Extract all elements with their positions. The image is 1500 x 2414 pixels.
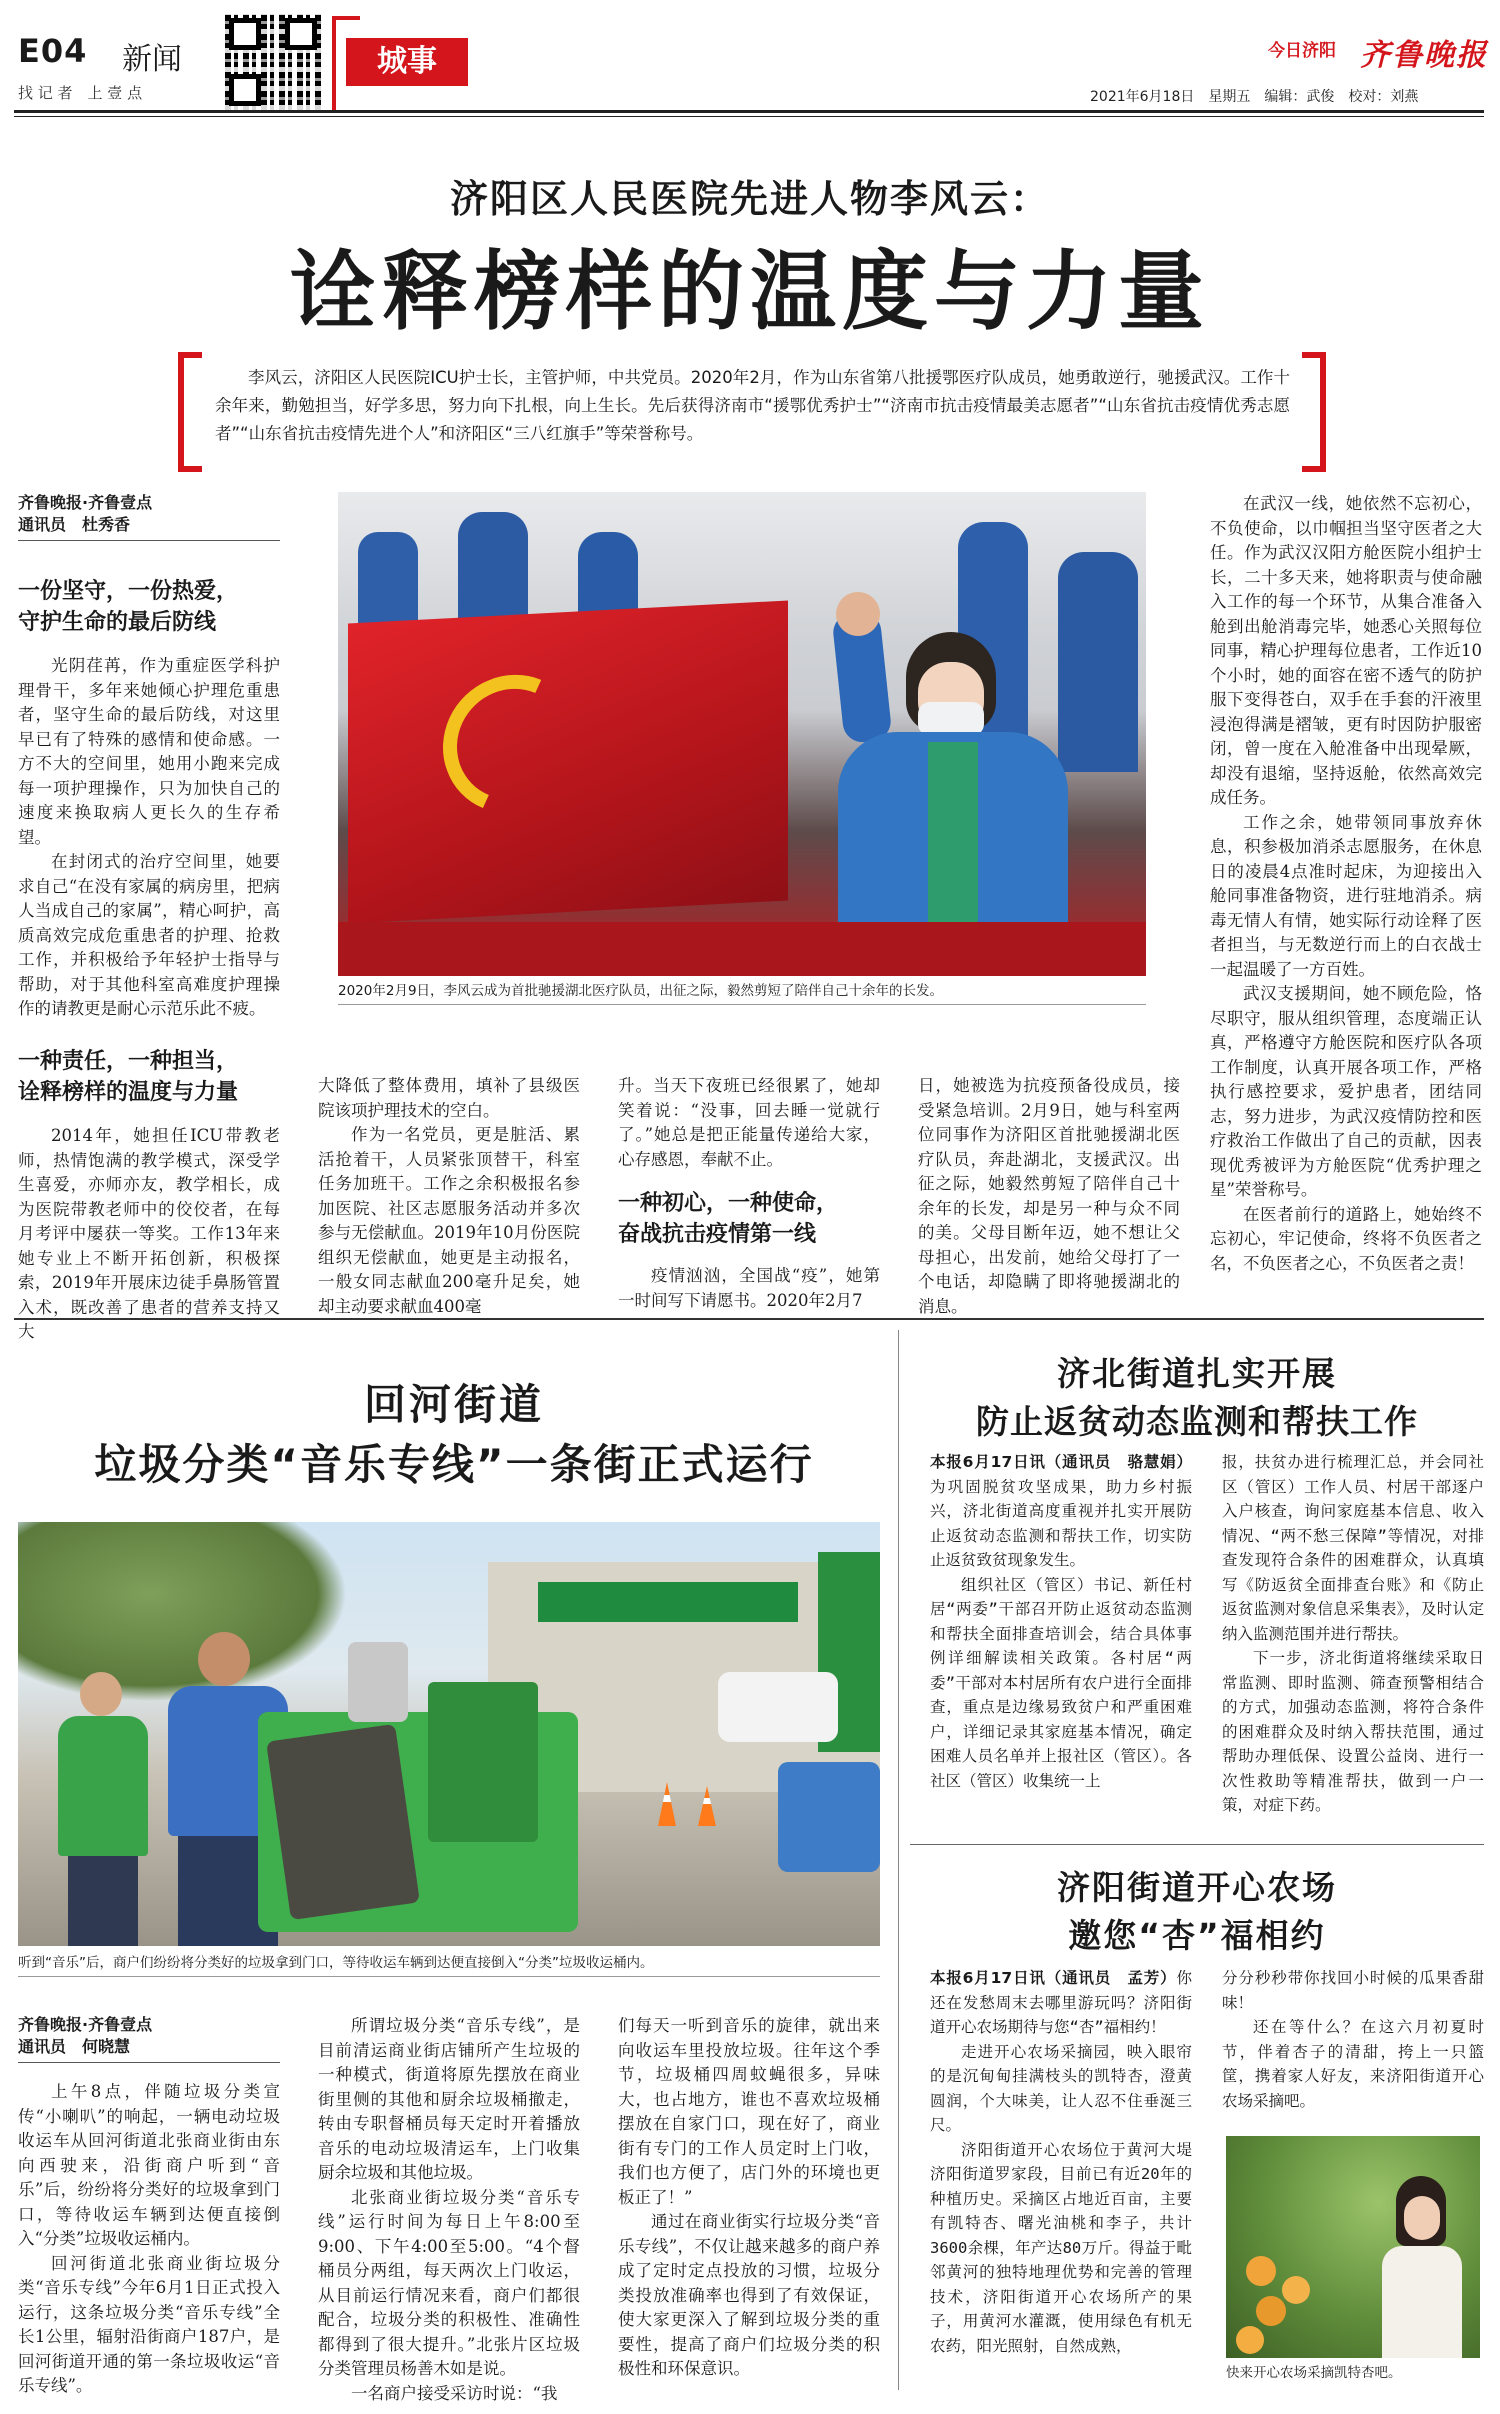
paragraph: 武汉支援期间，她不顾危险，恪尽职守，服从组织管理，态度端正认真，严格遵守方舱医院和医疗队各项工作制度，认真开展各项工作，严格执行感控要求，爱护患者，团结同志，努力进步，为武汉疫情防控和医疗救治工作做出了自己的贡献，因表现优秀被评为方舱医院“优秀护理之星”荣誉称号。 — [1210, 984, 1482, 1199]
story1-col-c — [618, 1074, 880, 1172]
story4-lead: 本报6月17日讯（通讯员 孟芳） — [930, 1969, 1177, 1987]
hammer-sickle-icon — [424, 653, 601, 834]
story3-lead: 本报6月17日讯（通讯员 骆慧娟） — [930, 1453, 1192, 1471]
story4-headline-1: 济阳街道开心农场 — [1057, 1868, 1337, 1907]
paragraph — [930, 1966, 1192, 2040]
story3-headline-2: 防止返贫动态监测和帮扶工作 — [976, 1402, 1418, 1441]
paragraph: 通过在商业街实行垃圾分类“音乐专线”，不仅让越来越多的商户养成了定时定点投放的习惯，垃圾分类投放准确率也得到了有效保证，使大家更深入了解到垃圾分类的重要性，提高了商户们垃圾分类的积极性和环保意识。 — [618, 2212, 880, 2378]
story3-headline-1: 济北街道扎实开展 — [1057, 1354, 1337, 1393]
paragraph: 一名商户接受采访时说：“我 — [351, 2383, 558, 2403]
paragraph: 们每天一听到音乐的旋律，就出来向收运车里投放垃圾。往年这个季节，垃圾桶四周蚊蝇很多，异味大，也占地方，谁也不喜欢垃圾桶摆放在自家门口，现在好了，商业街有专门的工作人员定时上门收，我们也方便了，店门外的环境也更板正了！” — [618, 2016, 880, 2207]
paragraph: 在医者前行的道路上，她始终不忘初心，牢记使命，终将不负医者之名，不负医者之心，不负医者之责！ — [1210, 1204, 1482, 1273]
paragraph: 组织社区（管区）书记、新任村居“两委”干部召开防止返贫动态监测和帮扶全面排查培训会，结合具体事例详细解读相关政策。各村居“两委”干部对本村居所有农户进行全面排查，重点是边缘易致贫户和严重困难户，详细记录其家庭基本情况，确定困难人员名单并上报社区（管区）。各社区（管区）收集统一上 — [930, 1575, 1192, 1790]
story1-photo — [338, 492, 1146, 976]
paragraph: 大降低了整体费用，填补了县级医院该项护理技术的空白。 — [318, 1076, 580, 1120]
section-divider — [14, 1318, 1484, 1320]
story2-byline-2: 通讯员 何晓慧 — [18, 2037, 131, 2056]
caption-rule — [338, 1004, 1146, 1005]
story3-col-b — [1222, 1450, 1484, 1818]
paragraph: 升。当天下夜班已经很累了，她却笑着说：“没事，回去睡一觉就行了。”她总是把正能量传递给大家，心存感恩，奉献不止。 — [618, 1076, 880, 1169]
date-line: 2021年6月18日 星期五 编辑：武俊 校对：刘燕 — [1090, 89, 1419, 105]
paragraph: 所谓垃圾分类“音乐专线”，是目前清运商业街店铺所产生垃圾的一种模式，街道将原先摆放在商业街里侧的其他和厨余垃圾桶撤走，转由专职督桶员每天定时开着播放音乐的电动垃圾清运车，上门收集厨余垃圾和其他垃圾。 — [318, 2016, 580, 2182]
story4-lead-text: 你还在发愁周末去哪里游玩吗？济阳街道开心农场期待与您“杏”福相约！ — [930, 1969, 1192, 2036]
story1-headline: 诠释榜样的温度与力量 — [290, 242, 1210, 342]
story4-col-a — [930, 1966, 1192, 2358]
story3-col-a — [930, 1450, 1192, 1793]
story1-byline-2: 通讯员 杜秀香 — [18, 515, 131, 534]
story1-kicker: 济阳区人民医院先进人物李风云： — [449, 177, 1050, 221]
paragraph: 上午8点，伴随垃圾分类宣传“小喇叭”的响起，一辆电动垃圾收运车从回河街道北张商业街由东向西驶来，沿街商户听到“音乐”后，纷纷将分类好的垃圾拿到门口，等待收运车辆到达便直接倒入“分类”垃圾收运桶内。 — [18, 2082, 280, 2248]
story2-headline-1: 回河街道 — [363, 1380, 544, 1429]
story2-photo — [18, 1522, 880, 1946]
story4-photo — [1226, 2136, 1480, 2358]
story1-col-b — [318, 1074, 580, 1319]
paragraph: 济阳街道开心农场位于黄河大堤济阳街道罗家段，目前已有近20年的种植历史。采摘区占地近百亩，主要有凯特杏、曙光油桃和李子，共计3600余棵，年产达80万斤。得益于毗邻黄河的独特地理优势和完善的管理技术，济阳街道开心农场所产的果子，用黄河水灌溉，使用绿色有机无农药，阳光照射，自然成熟， — [930, 2140, 1192, 2355]
paragraph: 分分秒秒带你找回小时候的瓜果香甜味！ — [1222, 1969, 1484, 2012]
paragraph: 北张商业街垃圾分类“音乐专线”运行时间为每日上午8:00至9:00、下午4:00至5:00。“4个督桶员分两组，每天两次上门收运，从目前运行情况来看，商户们都很配合，垃圾分类的积极性、准确性都得到了很大提升。”北张片区垃圾分类管理员杨善木如是说。 — [318, 2187, 580, 2378]
page-number: E04 — [18, 32, 88, 70]
paragraph: 日，她被选为抗疫预备役成员，接受紧急培训。2月9日，她与科室两位同事作为济阳区首批驰援湖北医疗队员，奔赴湖北，支援武汉。出征之际，她毅然剪短了陪伴自己十余年的长发，却是另一种与众不同的美。父母目断年迈，她不想让父母担心，出发前，她给父母打了一个电话，却隐瞒了即将驰援湖北的消息。 — [918, 1076, 1180, 1316]
paragraph: 2014年，她担任ICU带教老师，热情饱满的教学模式，深受学生喜爱，亦师亦友，教学相长，成为医院带教老师中的佼佼者，在每月考评中屡获一等奖。工作13年来她专业上不断开拓创新，积极探索，2019年开展床边徒手鼻肠管置入术，既改善了患者的营养支持又大 — [18, 1126, 280, 1341]
story1-col-a — [18, 654, 280, 1022]
vertical-divider — [898, 1330, 899, 2390]
masthead-rule-thin — [14, 116, 1484, 117]
story1-subhead-3: 一种初心，一种使命， 奋战抗击疫情第一线 — [618, 1191, 839, 1247]
paragraph: 还在等什么？在这六月初夏时节，伴着杏子的清甜，挎上一只篮筐，携着家人好友，来济阳街道开心农场采摘吧。 — [1222, 2018, 1484, 2110]
byline-rule — [18, 2062, 280, 2063]
story4-col-b — [1222, 1966, 1484, 2113]
story2-headline-2: 垃圾分类“音乐专线”一条街正式运行 — [94, 1440, 814, 1489]
paper-small-title: 今日济阳 — [1268, 41, 1336, 61]
story1-subhead-2: 一种责任，一种担当， 诠释榜样的温度与力量 — [18, 1049, 239, 1105]
paragraph: 报，扶贫办进行梳理汇总，并会同社区（管区）工作人员、村居干部逐户入户核查，询问家庭基本信息、收入情况、“两不愁三保障”等情况，对排查发现符合条件的困难群众，认真填写《防返贫全面排查台账》和《防止返贫监测对象信息采集表》，及时认定纳入监测范围并进行帮扶。 — [1222, 1453, 1484, 1643]
story1-col-c-bottom — [618, 1264, 880, 1313]
paragraph: 疫情汹汹，全国战“疫”，她第一时间写下请愿书。2020年2月7 — [618, 1266, 880, 1310]
garbage-cart — [258, 1712, 578, 1932]
paragraph: 在封闭式的治疗空间里，她要求自己“在没有家属的病房里，把病人当成自己的家属”，精心呵护，高质高效完成危重患者的护理、抢救工作，并积极给予年轻护士指导与帮助，对于其他科室高难度护理操作的请教更是耐心示范乐此不疲。 — [18, 852, 280, 1018]
summary-bracket-left — [178, 352, 202, 472]
story1-byline-1: 齐鲁晚报·齐鲁壹点 — [18, 493, 153, 512]
story2-col-a — [18, 2080, 280, 2399]
summary-bracket-right — [1302, 352, 1326, 472]
paragraph: 在武汉一线，她依然不忘初心，不负使命，以巾帼担当坚守医者之大任。作为武汉汉阳方舱医院小组护士长，二十多天来，她将职责与使命融入工作的每一个环节，从集合准备入舱到出舱消毒完毕，她悉心关照每位同事，精心护理每位患者，工作近10个小时，她的面容在密不透气的防护服下变得苍白，双手在手套的汗液里浸泡得满是褶皱，更有时因防护服密闭，曾一度在入舱准备中出现晕厥，却没有退缩，坚持返舱，依然高效完成任务。 — [1210, 494, 1482, 807]
column-badge: 城事 — [346, 38, 468, 86]
caption-rule — [18, 1976, 880, 1977]
story4-headline-2: 邀您“杏”福相约 — [1068, 1916, 1326, 1955]
masthead-subline: 找 记 者 上 壹 点 — [18, 84, 143, 102]
story2-col-b — [318, 2014, 580, 2406]
section-name: 新闻 — [122, 42, 182, 77]
paragraph: 回河街道北张商业街垃圾分类“音乐专线”今年6月1日正式投入运行，这条垃圾分类“音乐专线”全长1公里，辐射沿街商户187户，是回河街道开通的第一条垃圾收运“音乐专线”。 — [18, 2253, 280, 2395]
woman-figure — [1376, 2176, 1466, 2358]
qr-code — [225, 14, 321, 110]
paragraph: 作为一名党员，更是脏活、累活抢着干，人员紧张顶替干，科室任务加班干。工作之余积极报名参加医院、社区志愿服务活动并多次参与无偿献血。2019年10月份医院组织无偿献血，她更是主动报名，一般女同志献血200毫升足矣，她却主动要求献血400毫 — [318, 1125, 580, 1316]
paper-logo: 齐鲁晚报 — [1360, 38, 1488, 73]
story1-photo-caption: 2020年2月9日，李风云成为首批驰援湖北医疗队员，出征之际，毅然剪短了陪伴自己十余年的长发。 — [338, 983, 944, 999]
paragraph — [930, 1450, 1192, 1573]
story1-col-a-bottom — [18, 1124, 280, 1345]
paragraph: 光阴荏苒，作为重症医学科护理骨干，多年来她倾心护理危重患者，坚守生命的最后防线，对这里早已有了特殊的感情和使命感。一方不大的空间里，她用小跑来完成每一项护理操作，只为加快自己的速度来换取病人更长久的生存希望。 — [18, 656, 280, 847]
story1-col-e — [1210, 492, 1482, 1276]
worker-figure — [58, 1672, 148, 1946]
paragraph: 下一步，济北街道将继续采取日常监测、即时监测、筛查预警相结合的方式，加强动态监测，将符合条件的困难群众及时纳入帮扶范围，通过帮助办理低保、设置公益岗、进行一次性救助等精准帮扶，做到一户一策，对症下药。 — [1222, 1649, 1484, 1814]
paragraph: 走进开心农场采摘园，映入眼帘的是沉甸甸挂满枝头的凯特杏，澄黄圆润，个大味美，让人忍不住垂涎三尺。 — [930, 2042, 1192, 2134]
story1-col-d — [918, 1074, 1180, 1319]
section-divider — [910, 1844, 1484, 1845]
byline-rule — [18, 540, 280, 541]
nurse-figure — [778, 592, 1078, 976]
party-flag — [348, 600, 788, 923]
story2-col-c — [618, 2014, 880, 2382]
story1-summary: 李风云，济阳区人民医院ICU护士长，主管护师，中共党员。2020年2月，作为山东省第八批援鄂医疗队成员，她勇敢逆行，驰援武汉。工作十余年来，勤勉担当，好学多思，努力向下扎根，向上生长。先后获得济南市“援鄂优秀护士”“济南市抗击疫情最美志愿者”“山东省抗击疫情优秀志愿者”“山东省抗击疫情先进个人”和济阳区“三八红旗手”等荣誉称号。 — [215, 368, 1290, 443]
masthead-rule — [14, 110, 1484, 113]
paragraph: 工作之余，她带领同事放弃休息，积参极加消杀志愿服务，在休息日的凌晨4点准时起床，为迎接出入舱同事准备物资，进行驻地消杀。病毒无情人有情，她实际行动诠释了医者担当，与无数逆行而上的白衣战士一起温暖了一方百姓。 — [1210, 812, 1482, 979]
story2-photo-caption: 听到“音乐”后，商户们纷纷将分类好的垃圾拿到门口，等待收运车辆到达便直接倒入“分类”垃圾收运桶内。 — [18, 1955, 654, 1971]
story2-byline-1: 齐鲁晚报·齐鲁壹点 — [18, 2015, 153, 2034]
story1-subhead-1: 一份坚守，一份热爱， 守护生命的最后防线 — [18, 579, 239, 635]
story3-lead-text: 为巩固脱贫攻坚成果，助力乡村振兴，济北街道高度重视并扎实开展防止返贫动态监测和帮扶工作，切实防止返贫致贫现象发生。 — [930, 1477, 1192, 1569]
story4-photo-caption: 快来开心农场采摘凯特杏吧。 — [1226, 2365, 1402, 2381]
